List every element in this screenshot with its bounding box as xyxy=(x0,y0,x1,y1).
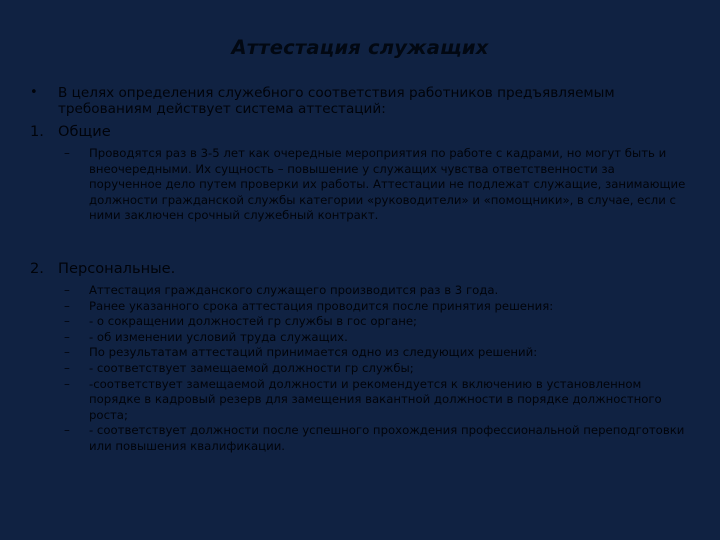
list-item-text: Проводятся раз в 3-5 лет как очередные мероприятия по работе с кадрами, но могут быть и внеочередными. Их сущность – повышение у служащих чувства ответственности за порученное дело путем проверки их работы. Аттестации не подлежат служащие, занимающие должности гражданской службы категории «руководители» и «помощники», в случае, если с ними заключен срочный служебный контракт. xyxy=(89,146,686,223)
list-item xyxy=(64,377,690,424)
list-item xyxy=(64,423,690,454)
dash-marker: – xyxy=(64,345,70,360)
bullet-marker: • xyxy=(30,85,38,100)
intro-bullet xyxy=(30,85,690,117)
list-item-text: -соответствует замещаемой должности и рекомендуется к включению в установленном порядке в кадровый резерв для замещения вакантной должности в порядке должностного роста; xyxy=(89,376,662,422)
section-label: Общие xyxy=(58,123,111,140)
list-item xyxy=(64,361,690,377)
list-item-text: - соответствует замещаемой должности гр службы; xyxy=(89,360,414,375)
dash-marker: – xyxy=(64,423,70,438)
list-item-text: Аттестация гражданского служащего производится раз в 3 года. xyxy=(89,283,499,297)
section-personal xyxy=(30,260,690,278)
list-item xyxy=(64,345,690,361)
list-item-text: - соответствует должности после успешного прохождения профессиональной переподготовки или повышения квалификации. xyxy=(89,423,685,453)
slide-title: Аттестация служащих xyxy=(231,36,489,59)
list-item-text: Ранее указанного срока аттестация проводится после принятия решения: xyxy=(89,298,554,313)
list-item xyxy=(64,146,690,224)
list-item-text: - об изменении условий труда служащих. xyxy=(89,329,348,344)
dash-marker: – xyxy=(64,298,70,313)
section-label: Персональные. xyxy=(58,260,176,277)
dash-marker: – xyxy=(64,314,70,329)
personal-items xyxy=(64,283,690,455)
dash-marker: – xyxy=(64,360,70,375)
dash-marker: – xyxy=(64,146,70,160)
section-number: 2. xyxy=(30,260,44,277)
list-item-text: По результатам аттестаций принимается одно из следующих решений: xyxy=(89,345,538,360)
dash-marker: – xyxy=(64,376,70,391)
dash-marker: – xyxy=(64,283,70,297)
list-item xyxy=(64,314,690,330)
list-item xyxy=(64,283,690,299)
section-number: 1. xyxy=(30,123,44,140)
general-items xyxy=(64,146,690,224)
list-item xyxy=(64,299,690,315)
dash-marker: – xyxy=(64,329,70,344)
section-general xyxy=(30,123,690,141)
list-item-text: - о сокращении должностей гр службы в гос органе; xyxy=(89,314,417,329)
list-item xyxy=(64,330,690,346)
intro-text: В целях определения служебного соответствия работников предъявляемым требованиям действует система аттестаций: xyxy=(58,85,615,117)
